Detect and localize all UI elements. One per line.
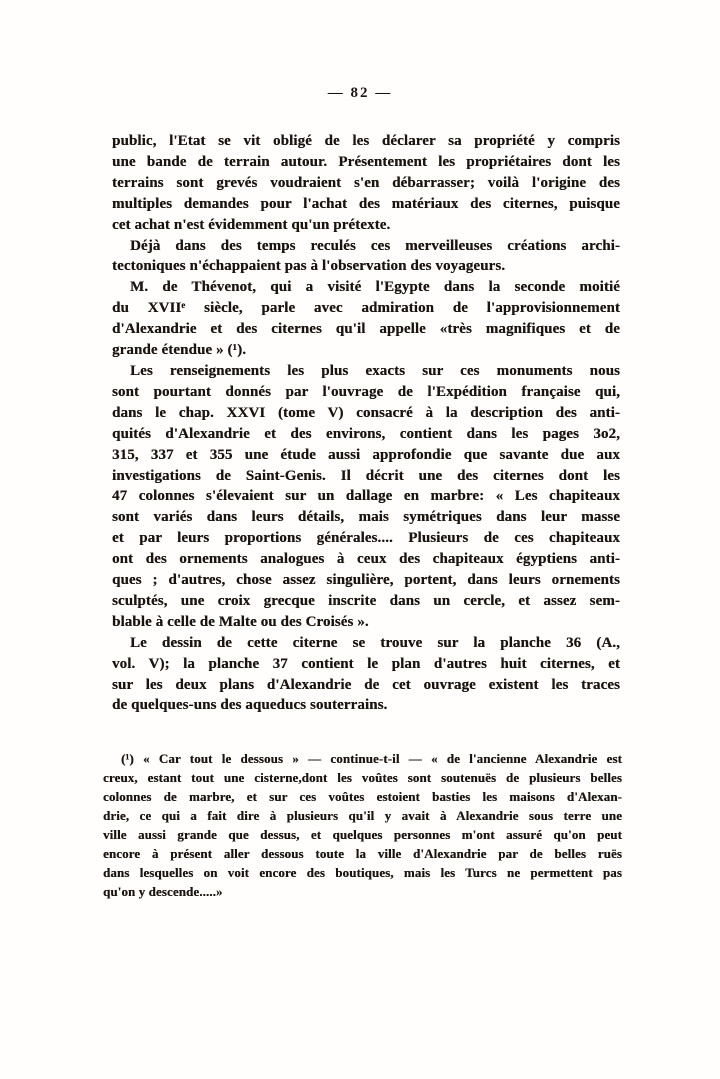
text-line: cet achat n'est évidemment qu'un prétexte. [112, 216, 391, 233]
text-line: blable à celle de Malte ou des Croisés ». [112, 613, 369, 630]
text-line: d'Alexandrie et des citernes qu'il appelle «très magnifiques et de [112, 321, 620, 338]
footnote-line: creux, estant tout une cisterne,dont les voûtes sont soutenuës de plusieurs belles [103, 770, 622, 785]
footnote-line: encore à présent aller dessous toute la ville d'Alexandrie par de belles ruës [103, 846, 622, 861]
text-line: sont variés dans leurs détails, mais symétriques dans leur masse [112, 509, 620, 526]
text-line: du XVIIᵉ siècle, parle avec admiration de l'approvisionnement [112, 300, 620, 317]
text-line: sculptés, une croix grecque inscrite dans un cercle, et assez sem- [112, 592, 620, 609]
text-line: tectoniques n'échappaient pas à l'observation des voyageurs. [112, 258, 506, 275]
text-line: Les renseignements les plus exacts sur ces monuments nous [130, 362, 620, 379]
text-line: M. de Thévenot, qui a visité l'Egypte dans la seconde moitié [130, 279, 620, 296]
text-line: dans le chap. XXVI (tome V) consacré à la description des anti- [112, 404, 620, 421]
text-line: une bande de terrain autour. Présentement les propriétaires dont les [112, 153, 620, 170]
page-number: — 82 — [327, 85, 393, 101]
text-line: et par leurs proportions générales.... Plusieurs de ces chapiteaux [112, 530, 620, 547]
footnote-line: ville aussi grande que dessus, et quelques personnes m'ont assuré qu'on peut [103, 827, 622, 842]
text-line: 315, 337 et 355 une étude aussi approfondie que savante due aux [112, 446, 620, 463]
footnote [103, 749, 622, 901]
text-line: grande étendue » (¹). [112, 342, 247, 359]
text-line: terrains sont grevés voudraient s'en débarrasser; voilà l'origine des [112, 174, 620, 191]
text-line: ques ; d'autres, chose assez singulière, portent, dans leurs ornements [112, 572, 620, 589]
footnote-line: dans lesquelles on voit encore des boutiques, mais les Turcs ne permettent pas [103, 865, 622, 880]
text-line: sur les deux plans d'Alexandrie de cet ouvrage existent les traces [112, 676, 620, 693]
text-line: multiples demandes pour l'achat des matériaux des citernes, puisque [112, 195, 620, 212]
text-line: sont pourtant donnés par l'ouvrage de l'Expédition française qui, [112, 383, 620, 400]
text-line: 47 colonnes s'élevaient sur un dallage en marbre: « Les chapiteaux [112, 488, 620, 505]
text-line: vol. V); la planche 37 contient le plan d'autres huit citernes, et [112, 655, 620, 672]
text-line: Déjà dans des temps reculés ces merveilleuses créations archi- [130, 237, 620, 254]
body-text [112, 131, 620, 716]
text-line: quités d'Alexandrie et des environs, contient dans les pages 3o2, [112, 425, 620, 442]
footnote-line: colonnes de marbre, et sur ces voûtes estoient basties les maisons d'Alexan- [103, 789, 622, 804]
text-line: investigations de Saint-Genis. Il décrit une des citernes dont les [112, 467, 620, 484]
footnote-line: qu'on y descende.....» [103, 884, 223, 899]
text-line: ont des ornements analogues à ceux des chapiteaux égyptiens anti- [112, 551, 620, 568]
footnote-line: (¹) « Car tout le dessous » — continue-t-il — « de l'ancienne Alexandrie est [121, 751, 622, 766]
footnote-line: drie, ce qui a fait dire à plusieurs qu'il y avait à Alexandrie sous terre une [103, 808, 622, 823]
text-line: public, l'Etat se vit obligé de les déclarer sa propriété y compris [112, 133, 620, 149]
text-line: de quelques-uns des aqueducs souterrains. [112, 697, 388, 714]
text-line: Le dessin de cette citerne se trouve sur la planche 36 (A., [130, 634, 620, 651]
